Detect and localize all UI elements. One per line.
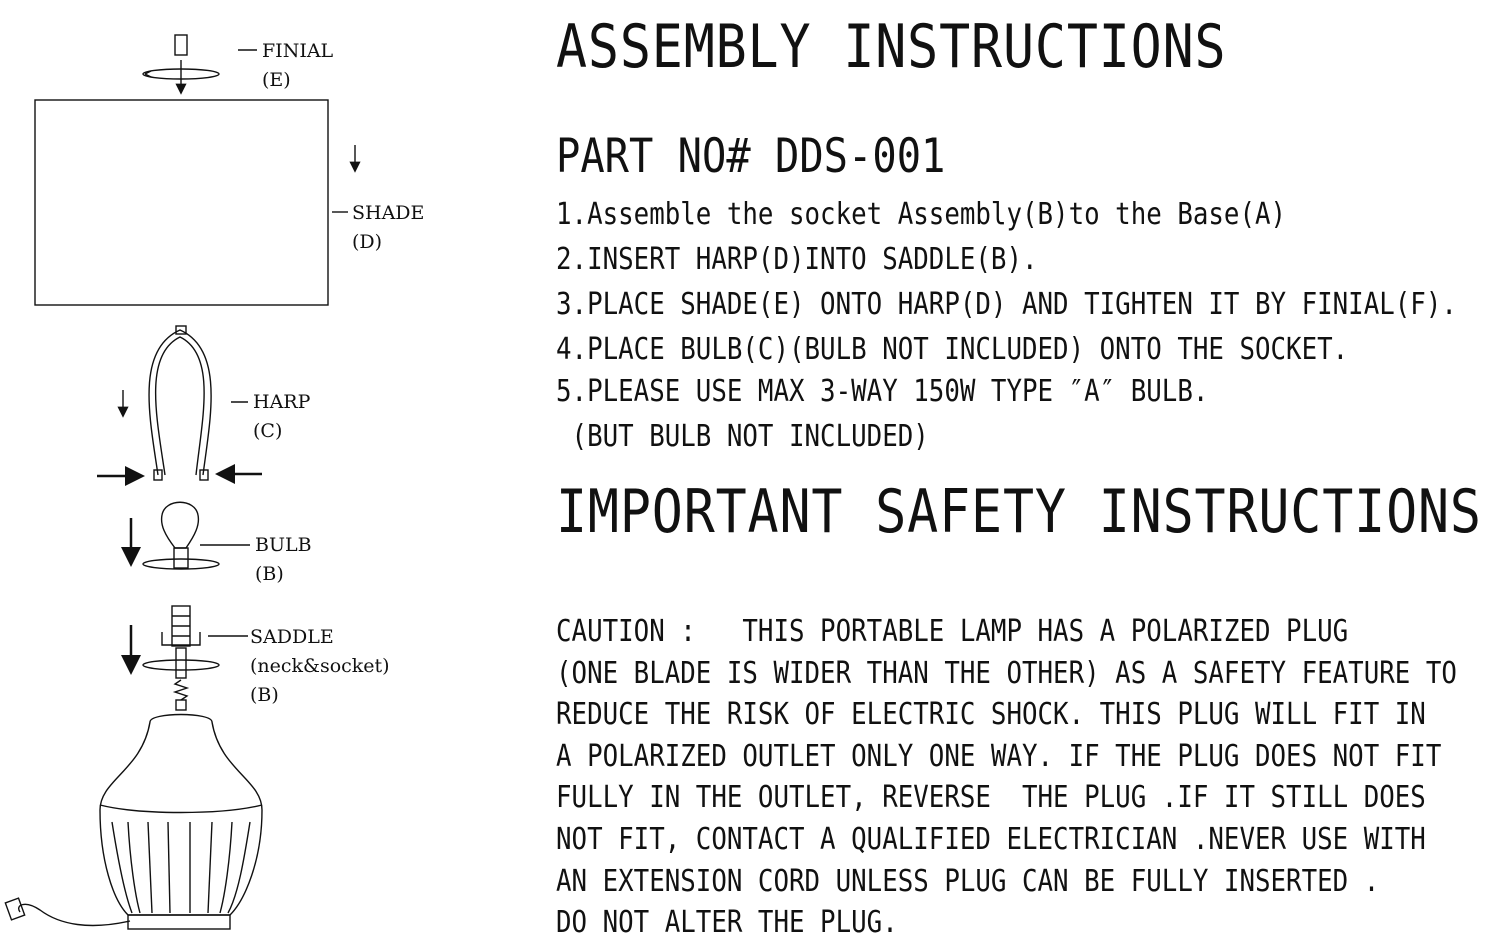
part-number: PART NO# DDS-001 — [556, 129, 946, 184]
step-2: 2.INSERT HARP(D)INTO SADDLE(B). — [556, 242, 1038, 277]
step-1: 1.Assemble the socket Assembly(B)to the Base(A) — [556, 197, 1287, 232]
bulb-part — [131, 502, 250, 569]
lamp-base — [5, 715, 262, 930]
caution-line: FULLY IN THE OUTLET, REVERSE THE PLUG .IF IT STILL DOES — [556, 780, 1426, 816]
label-shade: SHADE (D) — [352, 202, 425, 253]
caution-line: AN EXTENSION CORD UNLESS PLUG CAN BE FULLY INSERTED . — [556, 863, 1380, 899]
shade-part — [35, 100, 355, 305]
caution-text — [556, 616, 1457, 949]
caution-line: DO NOT ALTER THE PLUG. — [556, 905, 898, 941]
caution-line: A POLARIZED OUTLET ONLY ONE WAY. IF THE PLUG DOES NOT FIT — [556, 738, 1442, 774]
lamp-exploded-diagram — [0, 0, 520, 949]
saddle-part — [131, 606, 248, 710]
label-harp: HARP (C) — [253, 391, 311, 442]
assembly-title: ASSEMBLY INSTRUCTIONS — [556, 12, 1227, 82]
caution-line: NOT FIT, CONTACT A QUALIFIED ELECTRICIAN .NEVER USE WITH — [556, 821, 1426, 857]
harp-part — [97, 326, 262, 480]
caution-line: CAUTION : THIS PORTABLE LAMP HAS A POLARIZED PLUG — [556, 614, 1349, 649]
label-finial: FINIAL (E) — [262, 40, 334, 91]
caution-line: REDUCE THE RISK OF ELECTRIC SHOCK. THIS PLUG WILL FIT IN — [556, 697, 1426, 733]
label-bulb: BULB (B) — [255, 534, 312, 585]
step-4: 4.PLACE BULB(C)(BULB NOT INCLUDED) ONTO THE SOCKET. — [556, 332, 1349, 367]
safety-title: IMPORTANT SAFETY INSTRUCTIONS — [556, 477, 1482, 547]
caution-line: (ONE BLADE IS WIDER THAN THE OTHER) AS A SAFETY FEATURE TO — [556, 655, 1457, 691]
label-saddle: SADDLE (neck&socket) (B) — [250, 626, 390, 706]
finial-part — [143, 35, 257, 92]
step-5-note: (BUT BULB NOT INCLUDED) — [556, 419, 929, 454]
step-3: 3.PLACE SHADE(E) ONTO HARP(D) AND TIGHTEN IT BY FINIAL(F). — [556, 287, 1457, 322]
step-5: 5.PLEASE USE MAX 3-WAY 150W TYPE ″A″ BULB. — [556, 374, 1209, 409]
